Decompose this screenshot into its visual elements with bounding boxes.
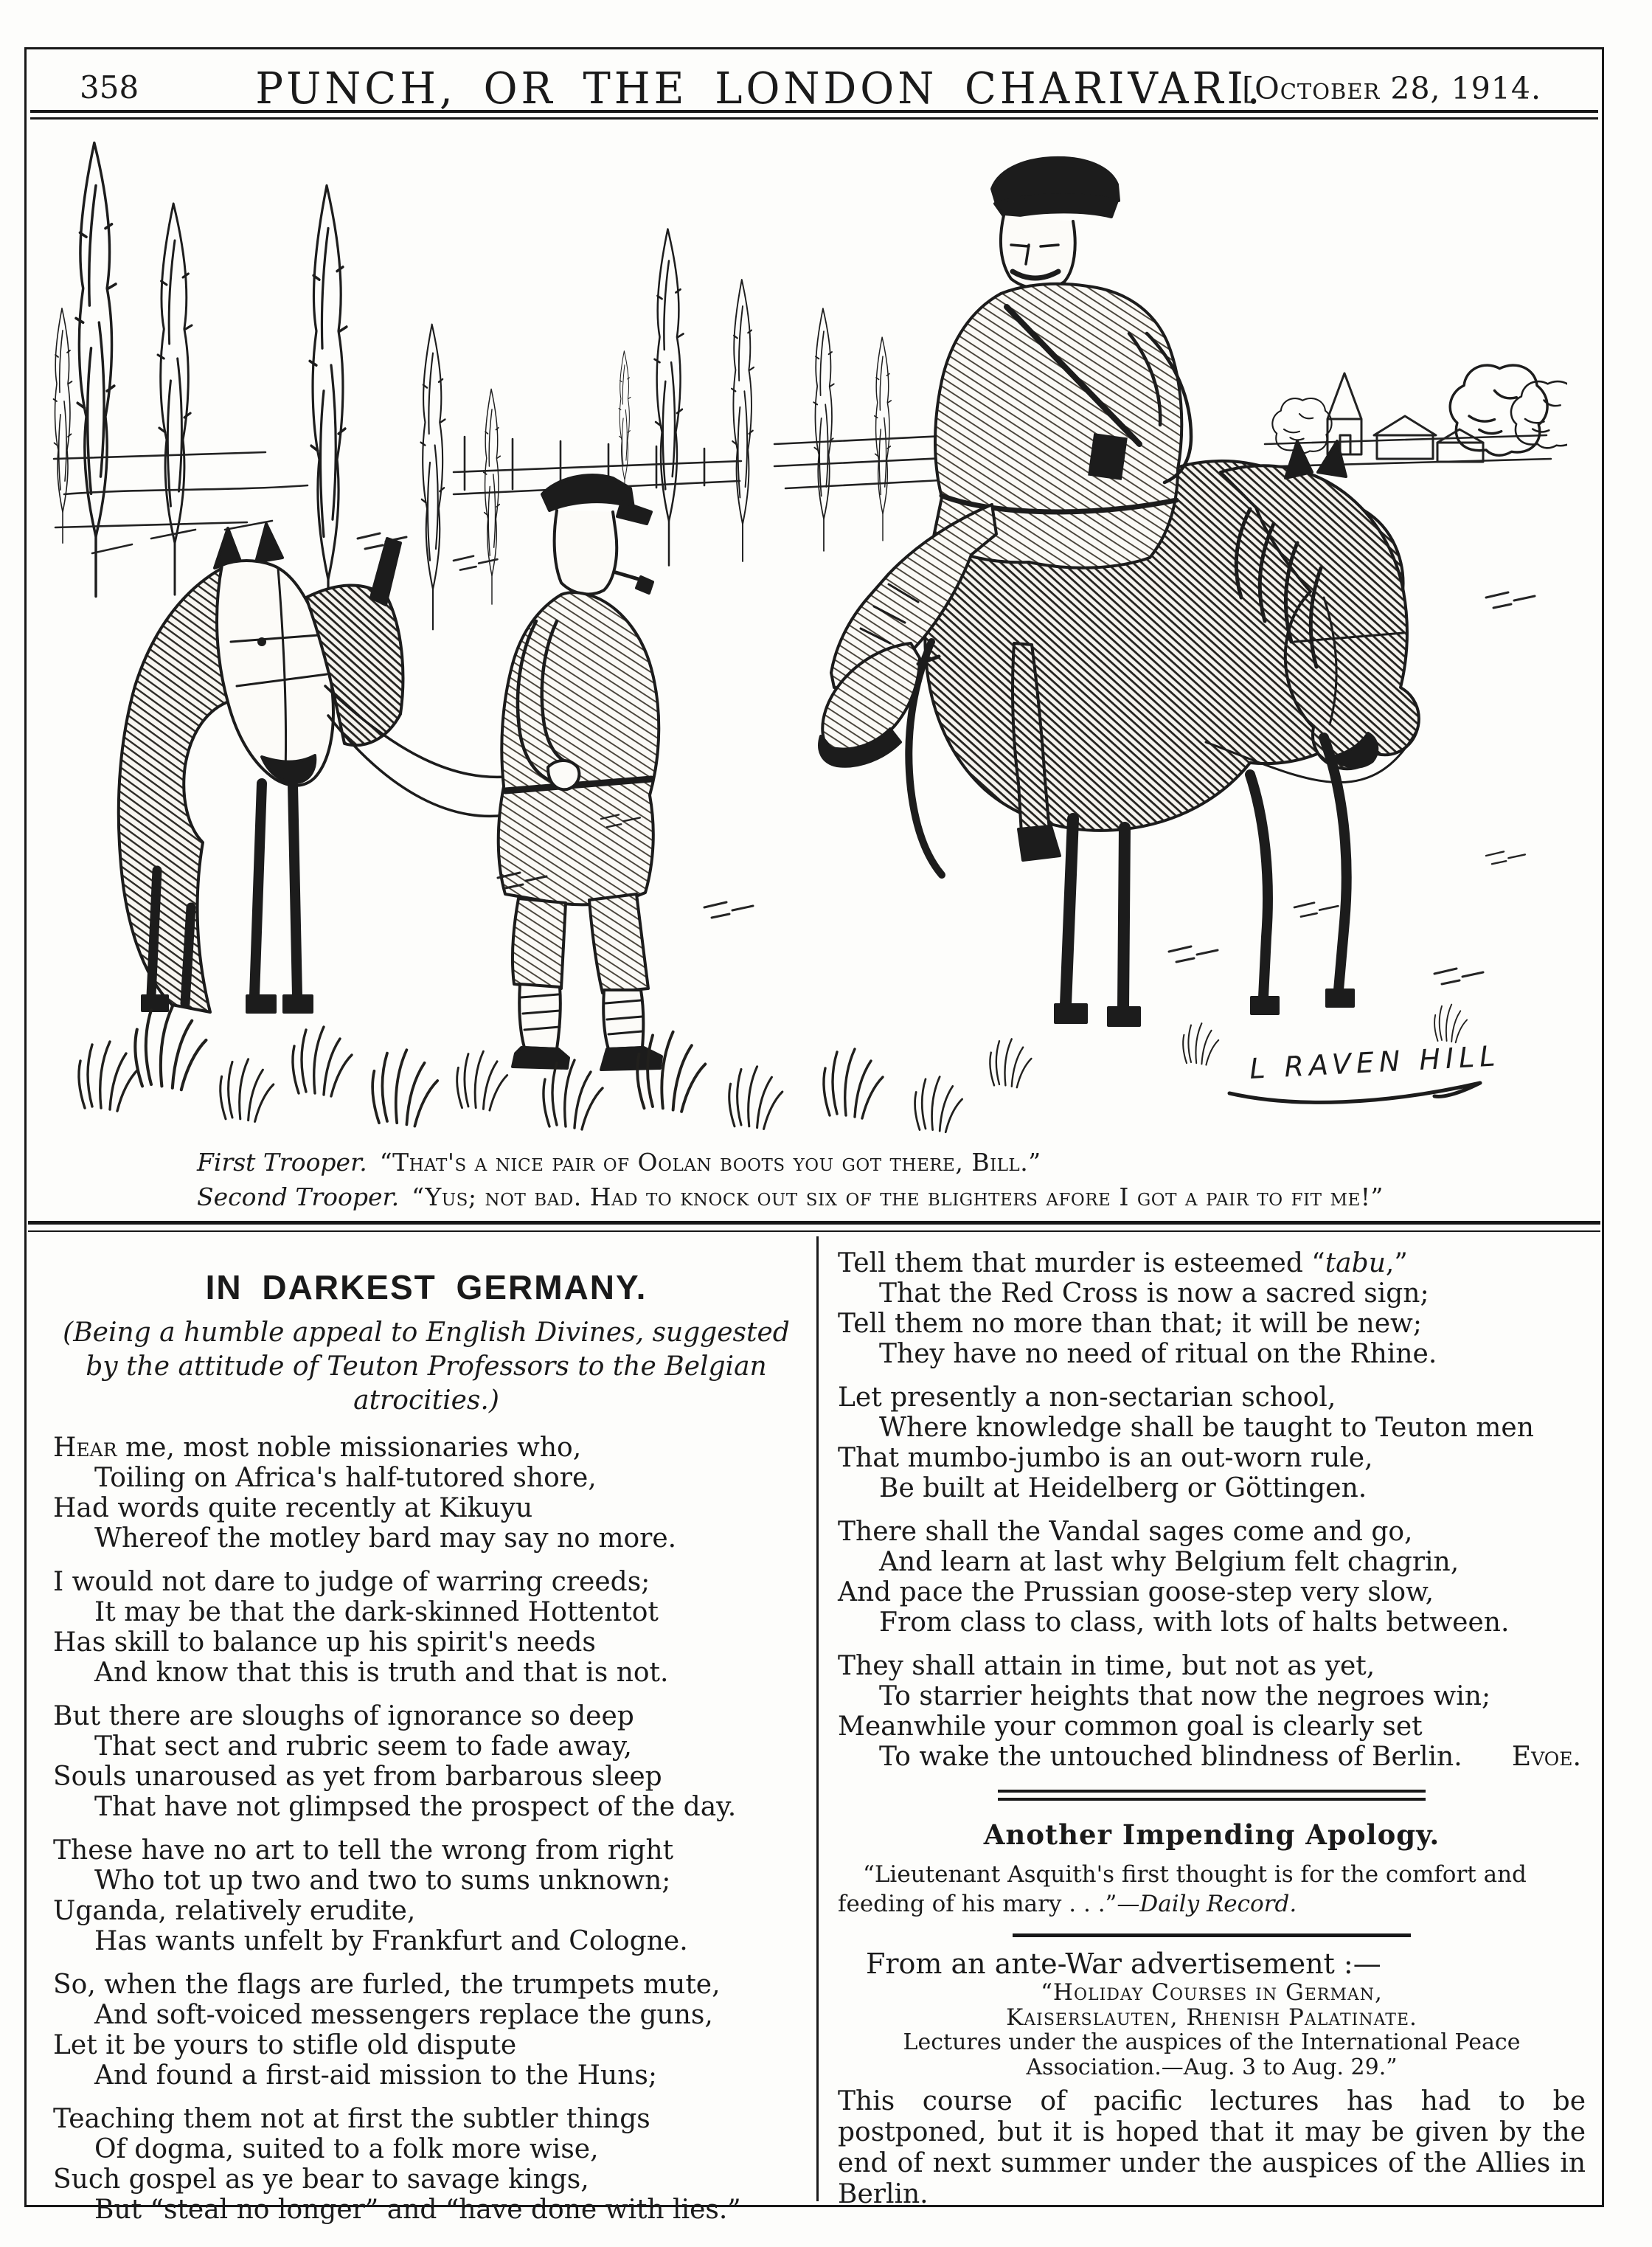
poem-line xyxy=(53,2060,799,2091)
poem-line xyxy=(838,1517,1586,1547)
poem-line xyxy=(838,1547,1586,1577)
single-rule xyxy=(1013,1933,1411,1937)
poem-line-segment: That mumbo-jumbo is an out-worn rule, xyxy=(838,1443,1373,1473)
poem-line-segment: Hear xyxy=(53,1433,117,1463)
poem-line xyxy=(53,2134,799,2164)
poem-line-segment: But there are sloughs of ignorance so deep xyxy=(53,1701,634,1731)
poem-line-segment: And found a first-aid mission to the Huns; xyxy=(94,2060,657,2091)
issue-date: [October 28, 1914. xyxy=(1242,71,1541,106)
poem-line xyxy=(53,2000,799,2030)
poem-line-segment: That the Red Cross is now a sacred sign; xyxy=(879,1278,1429,1309)
article-title: IN DARKEST GERMANY. xyxy=(205,1268,648,1306)
poem-line-segment: Had words quite recently at Kikuyu xyxy=(53,1493,533,1523)
right-column xyxy=(838,1248,1586,2210)
poem-line xyxy=(53,1433,799,1463)
caption-speech: “That's a nice pair of Oolan boots you got there, Bill.” xyxy=(367,1148,1041,1177)
poem-line xyxy=(53,1523,799,1554)
poem-line xyxy=(53,1835,799,1866)
poem-line-segment: There shall the Vandal sages come and go, xyxy=(838,1517,1413,1547)
poem-line-segment: To wake the untouched blindness of Berlin. xyxy=(879,1742,1462,1772)
poem-line-segment: Uganda, relatively erudite, xyxy=(53,1896,416,1926)
poem-line-segment: Where knowledge shall be taught to Teuton men xyxy=(879,1413,1534,1443)
poem-line xyxy=(838,1248,1586,1278)
poem-line xyxy=(53,1731,799,1762)
poem-line xyxy=(838,1742,1586,1772)
caption-speaker: First Trooper. xyxy=(197,1148,367,1177)
poem-line-segment: And soft-voiced messengers replace the guns, xyxy=(94,2000,713,2030)
poem-line-segment: I would not dare to judge of warring creeds; xyxy=(53,1567,650,1597)
poem-line-segment: And pace the Prussian goose-step very slow, xyxy=(838,1577,1434,1607)
signature-text: L RAVEN HILL xyxy=(1249,1039,1502,1085)
poem-line xyxy=(53,1762,799,1792)
village-buildings xyxy=(1272,365,1567,462)
poem-line-segment: But “steal no longer” and “have done with lies.” xyxy=(94,2195,741,2225)
poem-stanza xyxy=(53,2104,799,2225)
poem-line-segment: Teaching them not at first the subtler things xyxy=(53,2104,650,2134)
poem-line xyxy=(53,1567,799,1597)
poem-line xyxy=(838,1309,1586,1339)
poem-line xyxy=(53,1597,799,1627)
advert-line: Lectures under the auspices of the International Peace xyxy=(903,2029,1521,2055)
cartoon-caption xyxy=(197,1145,1524,1214)
section-divider-rule xyxy=(28,1221,1600,1232)
poem-line-segment: ,” xyxy=(1385,1248,1408,1278)
poem-line xyxy=(53,1896,799,1926)
cartoon-caption-line xyxy=(197,1145,1524,1180)
poem-stanza xyxy=(53,1433,799,1554)
quote-text: “Lieutenant Asquith's first thought is for the comfort and feeding of his mary . . .”— xyxy=(838,1861,1527,1917)
apology-quote xyxy=(838,1860,1586,1919)
poem-line xyxy=(53,1463,799,1493)
standing-trooper xyxy=(499,475,662,1070)
poem-stanza xyxy=(838,1248,1586,1369)
page-number: 358 xyxy=(80,69,139,105)
poem-line xyxy=(838,1278,1586,1309)
artist-signature xyxy=(1229,1039,1501,1102)
poem-left-stanzas xyxy=(53,1433,799,2225)
poem-line xyxy=(838,1607,1586,1638)
advert-line: “Holiday Courses in German, xyxy=(1041,1979,1383,2006)
poem-line xyxy=(53,1926,799,1956)
poem-line xyxy=(53,1866,799,1896)
poem-line xyxy=(53,2104,799,2134)
apology-title: Another Impending Apology. xyxy=(983,1818,1440,1851)
poem-line-segment: Of dogma, suited to a folk more wise, xyxy=(94,2134,599,2164)
poem-line-segment: Toiling on Africa's half-tutored shore, xyxy=(94,1463,597,1493)
poem-line-segment: To starrier heights that now the negroes win; xyxy=(879,1681,1491,1711)
poem-stanza xyxy=(838,1651,1586,1772)
poem-line-segment: And learn at last why Belgium felt chagrin, xyxy=(879,1547,1460,1577)
poem-line xyxy=(53,1792,799,1822)
poem-line-segment: me, most noble missionaries who, xyxy=(117,1433,582,1463)
poem-line-segment: From class to class, with lots of halts between. xyxy=(879,1607,1510,1638)
poem-line-segment: Let it be yours to stifle old dispute xyxy=(53,2030,517,2060)
left-horse xyxy=(119,524,518,1012)
poem-line xyxy=(838,1651,1586,1681)
cartoon-caption-line xyxy=(197,1180,1524,1214)
poem-line-segment: Evoe. xyxy=(1511,1742,1581,1772)
poem-line xyxy=(838,1577,1586,1607)
poem-line-segment: Tell them that murder is esteemed “ xyxy=(838,1248,1325,1278)
caption-speech: “Yus; not bad. Had to knock out six of the blighters afore I got a pair to fit me!” xyxy=(399,1183,1384,1211)
poem-line xyxy=(53,1970,799,2000)
poem-stanza xyxy=(838,1382,1586,1503)
poem-stanza xyxy=(838,1517,1586,1638)
advert-line: Association.—Aug. 3 to Aug. 29.” xyxy=(1026,2054,1398,2080)
poem-stanza xyxy=(53,1835,799,1956)
masthead-title: PUNCH, OR THE LONDON CHARIVARI. xyxy=(255,63,1264,114)
double-rule xyxy=(998,1790,1426,1801)
poem-line xyxy=(53,2195,799,2225)
poem-line-segment: And know that this is truth and that is not. xyxy=(94,1658,669,1688)
poem-line xyxy=(838,1382,1586,1413)
advert-body: This course of pacific lectures has had to be postponed, but it is hoped that it may be given by the end of next summer under the auspices of the Allies in Berlin. xyxy=(838,2086,1586,2209)
poem-line xyxy=(838,1473,1586,1503)
poem-right-stanzas xyxy=(838,1248,1586,1772)
poem-line-segment: Tell them no more than that; it will be new; xyxy=(838,1309,1422,1339)
advert-intro: From an ante-War advertisement :— xyxy=(866,1947,1381,1980)
poem-line-segment: Who tot up two and two to sums unknown; xyxy=(94,1866,671,1896)
cartoon-illustration xyxy=(41,125,1567,1138)
poem-line-segment: It may be that the dark-skinned Hottentot xyxy=(94,1597,659,1627)
poem-line-segment: They have no need of ritual on the Rhine. xyxy=(879,1339,1437,1369)
poem-line xyxy=(53,1658,799,1688)
poem-line-segment: So, when the flags are furled, the trumpets mute, xyxy=(53,1970,721,2000)
masthead-rule xyxy=(30,110,1598,120)
advert-line: Kaiserslauten, Rhenish Palatinate. xyxy=(1006,2004,1417,2031)
poem-line xyxy=(53,2164,799,2195)
left-column xyxy=(53,1248,799,2238)
poem-line-segment: tabu xyxy=(1325,1248,1386,1278)
poem-line xyxy=(838,1339,1586,1369)
quote-source: Daily Record. xyxy=(1139,1891,1297,1917)
poem-line-segment: Whereof the motley bard may say no more. xyxy=(94,1523,677,1554)
poem-line-segment: Has wants unfelt by Frankfurt and Cologne. xyxy=(94,1926,688,1956)
article-subtitle: (Being a humble appeal to English Divines, suggested by the attitude of Teuton Professors to the Belgian atrocities.) xyxy=(63,1318,790,1416)
poem-stanza xyxy=(53,1970,799,2091)
poem-line xyxy=(53,1627,799,1658)
poem-line xyxy=(838,1711,1586,1742)
column-divider xyxy=(816,1236,819,2201)
poem-line-segment: That have not glimpsed the prospect of the day. xyxy=(94,1792,737,1822)
poem-line-segment: Such gospel as ye bear to savage kings, xyxy=(53,2164,589,2195)
poem-line xyxy=(838,1681,1586,1711)
caption-speaker: Second Trooper. xyxy=(197,1183,400,1211)
poem-line xyxy=(838,1443,1586,1473)
poem-line-segment: These have no art to tell the wrong from right xyxy=(53,1835,674,1866)
poem-line-segment: Meanwhile your common goal is clearly set xyxy=(838,1711,1423,1742)
poem-line xyxy=(53,2030,799,2060)
poem-stanza xyxy=(53,1701,799,1822)
poem-stanza xyxy=(53,1567,799,1688)
poem-line-segment: They shall attain in time, but not as yet, xyxy=(838,1651,1375,1681)
poem-line-segment: Souls unaroused as yet from barbarous sleep xyxy=(53,1762,662,1792)
poem-line xyxy=(53,1493,799,1523)
poem-line-segment: Has skill to balance up his spirit's needs xyxy=(53,1627,596,1658)
poem-line-segment: Be built at Heidelberg or Göttingen. xyxy=(879,1473,1367,1503)
poem-line-segment: That sect and rubric seem to fade away, xyxy=(94,1731,632,1762)
poplar-trees xyxy=(54,143,892,640)
poem-line xyxy=(53,1701,799,1731)
advert-lines xyxy=(838,1980,1586,2080)
poem-line xyxy=(838,1413,1586,1443)
poem-line-segment: Let presently a non-sectarian school, xyxy=(838,1382,1336,1413)
